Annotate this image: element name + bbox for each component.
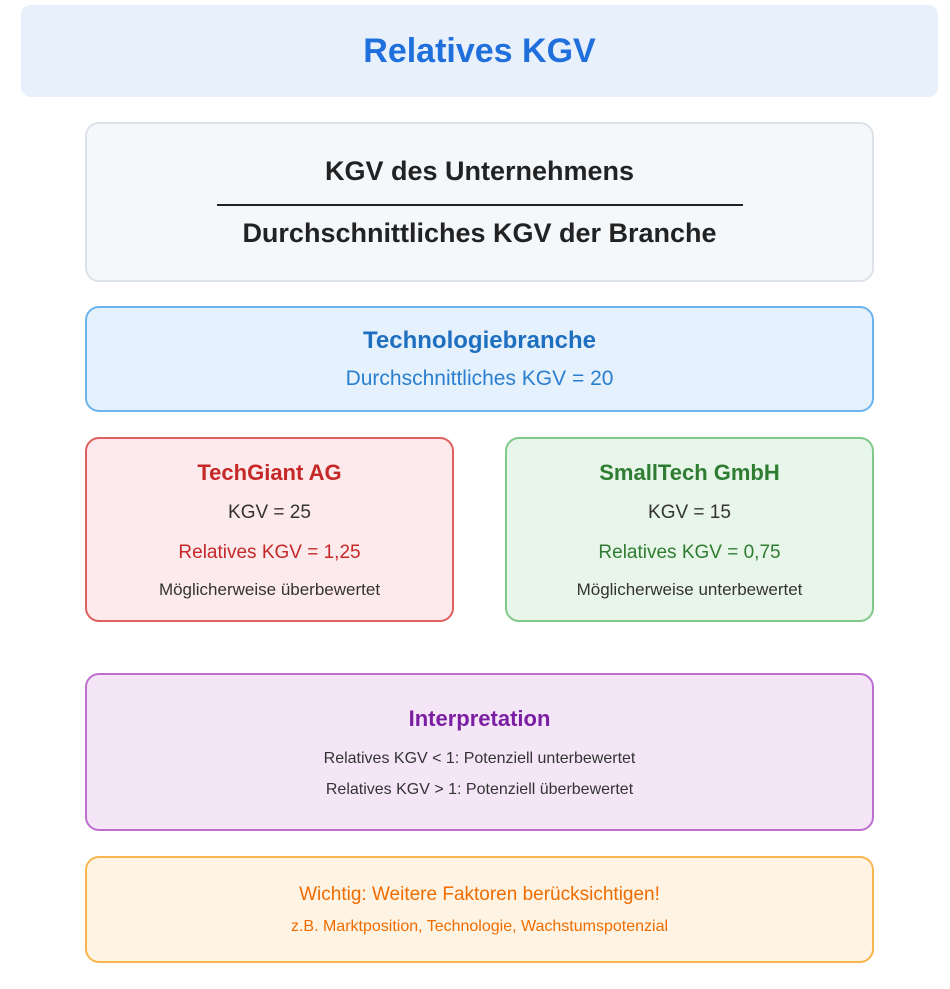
interpretation-heading: Interpretation	[408, 705, 551, 731]
company-name: SmallTech GmbH	[599, 459, 780, 485]
industry-average: Durchschnittliches KGV = 20	[345, 367, 614, 390]
industry-box	[85, 306, 874, 412]
company-kgv: KGV = 25	[228, 501, 311, 523]
company-relative-kgv: Relatives KGV = 0,75	[598, 541, 781, 563]
page-title: Relatives KGV	[363, 31, 596, 70]
company-valuation-note: Möglicherweise überbewertet	[158, 579, 381, 599]
company-name: TechGiant AG	[197, 459, 342, 485]
formula-box	[85, 122, 874, 282]
formula-numerator: KGV des Unternehmens	[324, 155, 635, 186]
company-kgv: KGV = 15	[648, 501, 731, 523]
note-heading: Wichtig: Weitere Faktoren berücksichtigen!	[299, 883, 660, 905]
fraction-line	[217, 204, 743, 206]
interpretation-line-below-one: Relatives KGV < 1: Potenziell unterbewertet	[323, 749, 636, 767]
industry-name: Technologiebranche	[363, 327, 596, 354]
important-note-box	[85, 856, 874, 963]
note-detail: z.B. Marktposition, Technologie, Wachstumspotenzial	[290, 917, 669, 935]
company-card-techgiant	[85, 437, 454, 622]
interpretation-line-above-one: Relatives KGV > 1: Potenziell überbewertet	[325, 780, 634, 798]
company-card-smalltech	[505, 437, 874, 622]
company-relative-kgv: Relatives KGV = 1,25	[178, 541, 361, 563]
company-valuation-note: Möglicherweise unterbewertet	[576, 579, 803, 599]
interpretation-box	[85, 673, 874, 831]
title-banner	[21, 5, 938, 97]
formula-denominator: Durchschnittliches KGV der Branche	[242, 217, 717, 248]
